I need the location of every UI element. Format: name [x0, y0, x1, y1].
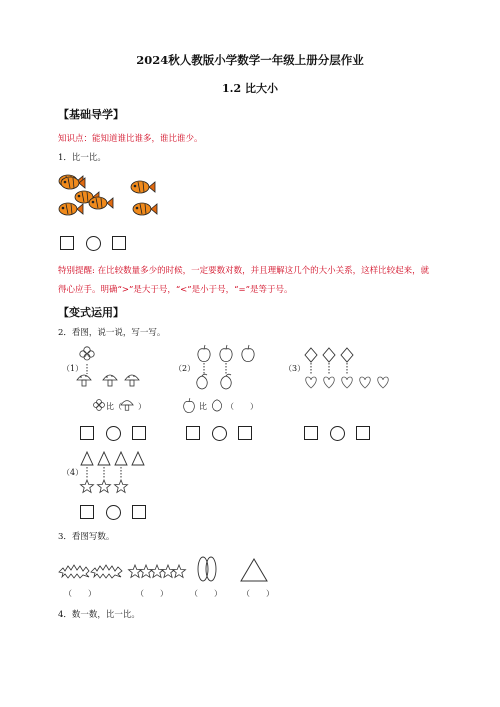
page-title: 2024秋人教版小学数学一年级上册分层作业: [136, 53, 364, 67]
section-heading-variant: 【变式运用】: [58, 306, 124, 319]
dotted-connectors-3: [304, 363, 354, 375]
section-heading-basic: 【基础导学】: [58, 108, 124, 121]
q3-blank-3[interactable]: （ ）: [190, 589, 222, 598]
part-1-compare: 比（ ）: [106, 402, 146, 411]
knowledge-point: 知识点：能知道谁比谁多，谁比谁少。: [58, 134, 203, 144]
p2-box-right[interactable]: [238, 426, 252, 440]
answer-box-right[interactable]: [112, 236, 126, 250]
p4-circle[interactable]: [106, 505, 121, 520]
part-3-label: （3）: [284, 364, 306, 373]
flower-small-icon: [92, 398, 106, 412]
dotted-connectors-4: [80, 467, 130, 479]
p3-box-right[interactable]: [356, 426, 370, 440]
q3-blank-2[interactable]: （ ）: [136, 589, 168, 598]
part-1-label: （1）: [62, 364, 84, 373]
p4-box-left[interactable]: [80, 505, 94, 519]
tip-line-2: 得心应手。明确“>”是大于号，“<”是小于号，“=”是等于号。: [58, 285, 293, 295]
peach-small-icon: [210, 398, 224, 412]
p1-box-left[interactable]: [80, 426, 94, 440]
part-2-label: （2）: [174, 364, 196, 373]
p1-box-right[interactable]: [132, 426, 146, 440]
p2-box-left[interactable]: [186, 426, 200, 440]
triangle-icons-row: [80, 451, 146, 467]
question-3: 3．看图写数。: [58, 532, 115, 542]
page-subtitle: 1.2 比大小: [222, 82, 278, 95]
fish-illustration: [58, 174, 168, 224]
part-2-compare-bi: 比: [199, 402, 207, 411]
p3-box-left[interactable]: [304, 426, 318, 440]
q3-blank-4[interactable]: （ ）: [242, 589, 274, 598]
tip-line-1: 特别提醒: 在比较数量多少的时候，一定要数对数，并且理解这几个的大小关系，这样比较起来，就: [58, 266, 430, 276]
leaf-icons-row: [58, 562, 126, 580]
star-icons-row: [80, 479, 132, 495]
p2-circle[interactable]: [212, 426, 227, 441]
answer-circle[interactable]: [86, 236, 101, 251]
part-4-label: （4）: [62, 468, 84, 477]
heart-icons-row: [304, 376, 394, 390]
answer-box-left[interactable]: [60, 236, 74, 250]
p1-circle[interactable]: [106, 426, 121, 441]
part-2-compare-paren: （ ）: [226, 402, 258, 411]
p3-circle[interactable]: [330, 426, 345, 441]
big-triangle-icon: [240, 558, 268, 582]
q3-blank-1[interactable]: （ ）: [64, 589, 96, 598]
question-1: 1．比一比。: [58, 153, 106, 163]
peach-icons-row: [194, 374, 244, 390]
five-stars-icon: [128, 564, 188, 580]
question-4: 4．数一数，比一比。: [58, 610, 140, 620]
mushroom-icons-row: [76, 372, 146, 388]
diamond-icons-row: [304, 347, 364, 363]
p4-box-right[interactable]: [132, 505, 146, 519]
double-oval-icon: [196, 556, 218, 582]
apple-small-icon: [182, 398, 196, 414]
flower-icon: [78, 345, 96, 363]
question-2: 2．看图，说一说，写一写。: [58, 328, 166, 338]
apple-icons-row: [196, 345, 266, 363]
